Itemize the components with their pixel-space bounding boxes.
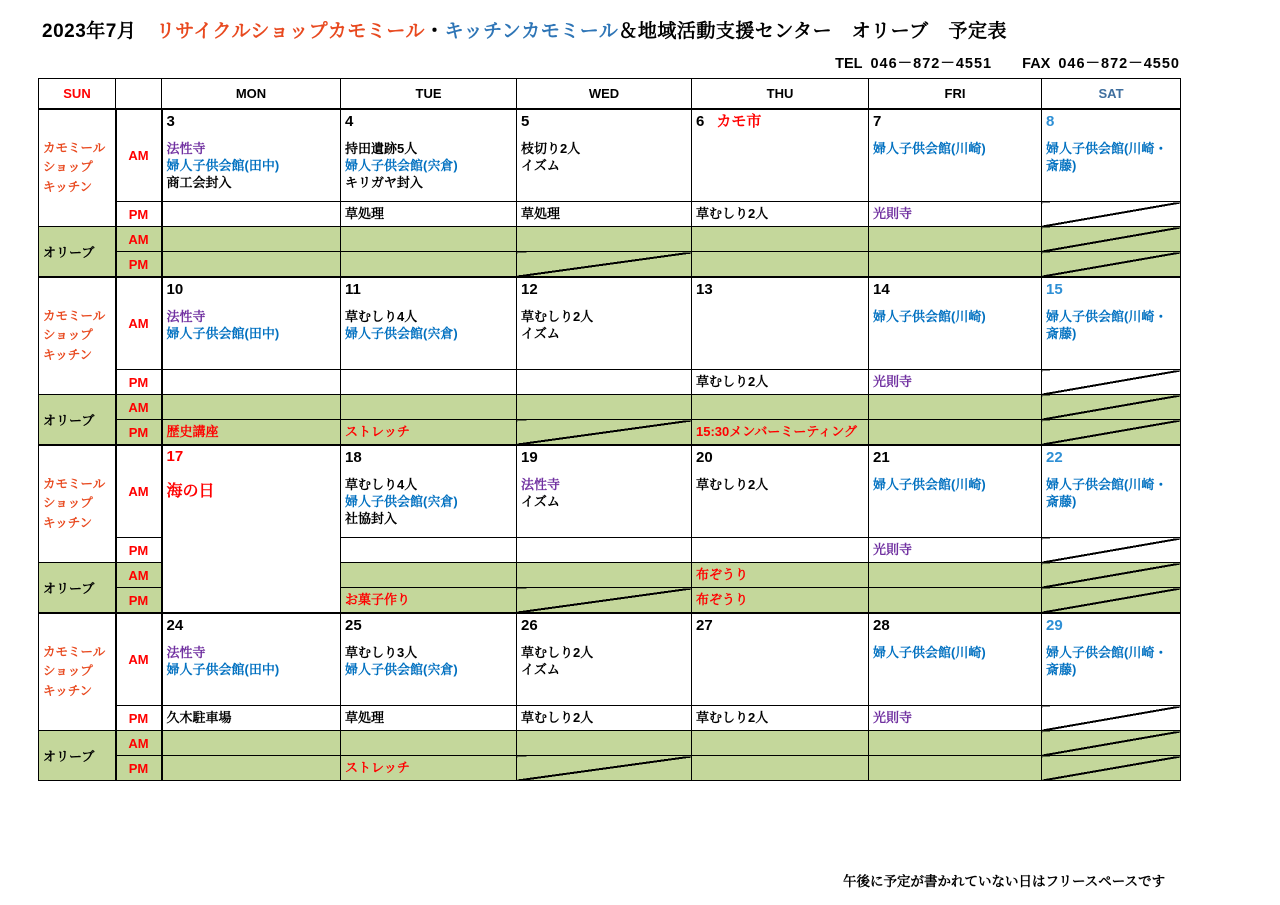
date-label: 22 [1046, 449, 1063, 466]
weekday-header-wed: WED [517, 79, 692, 110]
day-cell-am-thu [692, 277, 869, 370]
weekday-header-thu: THU [692, 79, 869, 110]
title-kitchen-name: キッチンカモミール [444, 21, 619, 42]
date-label: 3 [166, 113, 175, 130]
date-label: 25 [345, 617, 362, 634]
day-cell-am-sat [1042, 613, 1181, 706]
title-month: 2023年7月 [42, 21, 137, 42]
day-cell-pm-tue [341, 538, 517, 563]
date-label: 29 [1046, 617, 1063, 634]
day-cell-olive-am-mon [162, 227, 341, 252]
day-cell-olive-pm-thu [692, 420, 869, 446]
schedule-entry: 草むしり2人 [521, 308, 594, 324]
day-cell-olive-am-fri [869, 227, 1042, 252]
schedule-entry: 草むしり2人 [521, 709, 594, 725]
day-cell-am-mon [162, 109, 341, 202]
date-label: 10 [166, 281, 184, 298]
day-cell-am-wed [517, 613, 692, 706]
row-label-chamomile-shop-kitchen: カモミール ショップ キッチン [39, 109, 116, 227]
schedule-entry: 婦人子供会館(川崎・斎藤) [1046, 308, 1168, 341]
schedule-entry: 婦人子供会館(宍倉) [345, 325, 458, 341]
day-cell-olive-am-fri [869, 731, 1042, 756]
date-label: 27 [696, 617, 713, 634]
date-label: 8 [1046, 113, 1055, 130]
diagonal-slash-cell [1042, 731, 1181, 756]
day-cell-olive-am-thu [692, 731, 869, 756]
row-label-olive: オリーブ [39, 395, 116, 446]
schedule-entry: 草むしり2人 [696, 476, 769, 492]
schedule-entry: 光則寺 [873, 709, 913, 725]
diagonal-slash-cell [1042, 538, 1181, 563]
title-separator: ・ [425, 21, 445, 42]
row-label-olive: オリーブ [39, 731, 116, 781]
day-cell-olive-am-wed [517, 731, 692, 756]
schedule-entry: 草むしり2人 [521, 644, 594, 660]
day-cell-am-mon [162, 277, 341, 370]
schedule-entry: 婦人子供会館(田中) [166, 661, 280, 677]
day-cell-olive-pm-thu [692, 588, 869, 614]
day-cell-pm-fri [869, 370, 1042, 395]
day-cell-olive-pm-tue [341, 252, 517, 278]
day-cell-am-sat [1042, 445, 1181, 538]
am-row-label: AM [116, 395, 162, 420]
schedule-entry: ストレッチ [345, 759, 410, 775]
holiday-name: 海の日 [166, 483, 215, 500]
day-cell-am-tue [341, 445, 517, 538]
day-cell-am-tue [341, 277, 517, 370]
date-label: 6 [696, 113, 705, 130]
diagonal-slash-cell [1042, 370, 1181, 395]
corner-header [116, 79, 162, 110]
schedule-entry: キリガヤ封入 [345, 175, 423, 191]
day-cell-olive-pm-tue [341, 756, 517, 781]
date-label: 21 [873, 449, 890, 466]
day-cell-olive-pm-mon [162, 420, 341, 446]
day-cell-olive-pm-thu [692, 252, 869, 278]
date-label: 19 [521, 449, 538, 466]
schedule-entry: 草むしり2人 [696, 205, 769, 221]
diagonal-slash-cell [517, 756, 692, 781]
schedule-entry: 商工会封入 [166, 175, 232, 191]
date-label: 7 [873, 113, 882, 130]
date-label: 12 [521, 281, 538, 298]
day-cell-olive-am-tue [341, 563, 517, 588]
day-cell-pm-wed [517, 370, 692, 395]
date-label: 18 [345, 449, 362, 466]
date-label: 15 [1046, 281, 1063, 298]
schedule-entry: 法性寺 [166, 308, 206, 324]
day-cell-pm-fri [869, 202, 1042, 227]
weekday-header-mon: MON [162, 79, 341, 110]
date-label: 14 [873, 281, 890, 298]
date-label: 5 [521, 113, 530, 130]
fax-number: 046－872－4550 [1058, 56, 1180, 72]
day-cell-pm-mon [162, 706, 341, 731]
weekday-header-sun: SUN [39, 79, 116, 110]
schedule-entry: お菓子作り [345, 591, 411, 607]
pm-row-label: PM [116, 420, 162, 446]
footnote: 午後に予定が書かれていない日はフリースペースです [843, 874, 1166, 889]
schedule-entry: 布ぞうり [696, 566, 749, 582]
pm-row-label: PM [116, 370, 162, 395]
schedule-entry: 草むしり2人 [696, 373, 769, 389]
day-cell-pm-fri [869, 706, 1042, 731]
weekday-header-sat: SAT [1042, 79, 1181, 110]
day-cell-pm-mon [162, 202, 341, 227]
schedule-table [38, 78, 1181, 781]
day-cell-pm-thu [692, 706, 869, 731]
schedule-entry: 草むしり3人 [345, 644, 418, 660]
schedule-entry: ストレッチ [345, 423, 410, 439]
pm-row-label: PM [116, 202, 162, 227]
contact-info [835, 52, 1180, 73]
day-cell-olive-am-thu [692, 227, 869, 252]
day-cell-am-sat [1042, 277, 1181, 370]
day-cell-olive-pm-mon [162, 756, 341, 781]
schedule-entry: 光則寺 [873, 541, 913, 557]
am-row-label: AM [116, 731, 162, 756]
day-cell-pm-tue [341, 202, 517, 227]
title-center-name: ＆地域活動支援センター オリーブ [618, 21, 929, 42]
day-cell-am-wed [517, 445, 692, 538]
pm-row-label: PM [116, 756, 162, 781]
date-note: カモ市 [716, 113, 762, 130]
am-row-label: AM [116, 445, 162, 538]
schedule-entry: 久木駐車場 [166, 709, 232, 725]
weekday-header-tue: TUE [341, 79, 517, 110]
day-cell-pm-wed [517, 706, 692, 731]
title-shop-name: リサイクルショップカモミール [156, 21, 426, 42]
day-cell-olive-am-fri [869, 395, 1042, 420]
diagonal-slash-cell [1042, 227, 1181, 252]
day-cell-pm-thu [692, 202, 869, 227]
diagonal-slash-cell [1042, 252, 1181, 278]
schedule-entry: 婦人子供会館(宍倉) [345, 661, 458, 677]
schedule-entry: 持田遺跡5人 [345, 140, 418, 156]
day-cell-olive-pm-fri [869, 252, 1042, 278]
am-row-label: AM [116, 277, 162, 370]
page-title [42, 16, 1007, 43]
diagonal-slash-cell [517, 420, 692, 446]
day-cell-olive-pm-fri [869, 588, 1042, 614]
schedule-entry: 草処理 [521, 205, 561, 221]
schedule-entry: 婦人子供会館(宍倉) [345, 493, 458, 509]
date-label: 24 [166, 617, 184, 634]
weekday-header-row [39, 79, 1181, 110]
schedule-entry: 婦人子供会館(川崎・斎藤) [1046, 140, 1168, 173]
day-cell-am-fri [869, 277, 1042, 370]
schedule-entry: 枝切り2人 [521, 140, 581, 156]
row-label-chamomile-shop-kitchen: カモミール ショップ キッチン [39, 277, 116, 395]
pm-row-label: PM [116, 706, 162, 731]
schedule-entry: 婦人子供会館(川崎) [873, 476, 986, 492]
schedule-entry: イズム [521, 661, 560, 677]
diagonal-slash-cell [1042, 563, 1181, 588]
day-cell-olive-am-fri [869, 563, 1042, 588]
pm-row-label: PM [116, 588, 162, 614]
tel-number: 046－872－4551 [870, 56, 993, 72]
day-cell-am-thu [692, 109, 869, 202]
row-label-olive: オリーブ [39, 563, 116, 614]
day-cell-olive-am-thu [692, 563, 869, 588]
day-cell-pm-thu [692, 538, 869, 563]
day-cell-am-thu [692, 445, 869, 538]
schedule-entry: 婦人子供会館(田中) [166, 157, 280, 173]
day-cell-olive-am-wed [517, 227, 692, 252]
schedule-entry: 法性寺 [166, 140, 206, 156]
day-cell-olive-am-tue [341, 395, 517, 420]
diagonal-slash-cell [517, 252, 692, 278]
title-suffix: 予定表 [948, 21, 1007, 42]
day-cell-olive-pm-thu [692, 756, 869, 781]
day-cell-am-sat [1042, 109, 1181, 202]
day-cell-am-tue [341, 109, 517, 202]
day-cell-olive-pm-tue [341, 420, 517, 446]
date-label: 28 [873, 617, 890, 634]
day-cell-olive-am-thu [692, 395, 869, 420]
day-cell-am-wed [517, 109, 692, 202]
schedule-entry: 歴史講座 [166, 423, 219, 439]
schedule-entry: 婦人子供会館(宍倉) [345, 157, 458, 173]
date-label: 4 [345, 113, 354, 130]
day-cell-olive-pm-fri [869, 756, 1042, 781]
day-cell-am-tue [341, 613, 517, 706]
day-cell-am-fri [869, 445, 1042, 538]
schedule-entry: 法性寺 [521, 476, 561, 492]
fax-label: FAX [1022, 56, 1051, 72]
day-cell-pm-mon [162, 370, 341, 395]
day-cell-am-wed [517, 277, 692, 370]
day-cell-olive-am-tue [341, 731, 517, 756]
date-label: 11 [345, 281, 361, 298]
schedule-entry: 婦人子供会館(川崎・斎藤) [1046, 476, 1168, 509]
pm-row-label: PM [116, 538, 162, 563]
day-cell-pm-tue [341, 706, 517, 731]
row-label-olive: オリーブ [39, 227, 116, 278]
day-cell-pm-wed [517, 202, 692, 227]
day-cell-olive-am-mon [162, 731, 341, 756]
day-cell-olive-pm-fri [869, 420, 1042, 446]
schedule-entry: 婦人子供会館(川崎・斎藤) [1046, 644, 1168, 677]
day-cell-olive-am-wed [517, 395, 692, 420]
day-cell-olive-am-wed [517, 563, 692, 588]
am-row-label: AM [116, 109, 162, 202]
row-label-chamomile-shop-kitchen: カモミール ショップ キッチン [39, 613, 116, 731]
day-cell-olive-pm-tue [341, 588, 517, 614]
date-label: 26 [521, 617, 538, 634]
day-cell-am-thu [692, 613, 869, 706]
schedule-entry: 光則寺 [873, 373, 913, 389]
holiday-cell [162, 445, 341, 613]
schedule-entry: 婦人子供会館(田中) [166, 325, 280, 341]
row-label-chamomile-shop-kitchen: カモミール ショップ キッチン [39, 445, 116, 563]
day-cell-pm-fri [869, 538, 1042, 563]
date-label: 17 [166, 448, 184, 465]
schedule-entry: 草処理 [345, 205, 385, 221]
schedule-entry: 草処理 [345, 709, 385, 725]
diagonal-slash-cell [1042, 706, 1181, 731]
day-cell-pm-tue [341, 370, 517, 395]
schedule-entry: 婦人子供会館(川崎) [873, 140, 986, 156]
schedule-entry: イズム [521, 493, 560, 509]
schedule-entry: 光則寺 [873, 205, 913, 221]
day-cell-olive-am-mon [162, 395, 341, 420]
day-cell-am-fri [869, 613, 1042, 706]
schedule-entry: 婦人子供会館(川崎) [873, 308, 986, 324]
day-cell-olive-pm-mon [162, 252, 341, 278]
schedule-entry: 社協封入 [345, 511, 398, 527]
day-cell-pm-wed [517, 538, 692, 563]
day-cell-am-mon [162, 613, 341, 706]
schedule-entry: 法性寺 [166, 644, 206, 660]
diagonal-slash-cell [1042, 756, 1181, 781]
day-cell-pm-thu [692, 370, 869, 395]
am-row-label: AM [116, 227, 162, 252]
schedule-entry: 布ぞうり [696, 591, 749, 607]
schedule-entry: イズム [521, 157, 560, 173]
tel-label: TEL [835, 56, 863, 72]
schedule-entry: 草むしり2人 [696, 709, 769, 725]
schedule-entry: イズム [521, 325, 560, 341]
am-row-label: AM [116, 613, 162, 706]
day-cell-olive-am-tue [341, 227, 517, 252]
diagonal-slash-cell [517, 588, 692, 614]
pm-row-label: PM [116, 252, 162, 278]
diagonal-slash-cell [1042, 202, 1181, 227]
date-label: 13 [696, 281, 713, 298]
weekday-header-fri: FRI [869, 79, 1042, 110]
am-row-label: AM [116, 563, 162, 588]
schedule-entry: 15:30メンバーミーティング [696, 423, 858, 439]
diagonal-slash-cell [1042, 420, 1181, 446]
schedule-entry: 草むしり4人 [345, 308, 418, 324]
schedule-entry: 草むしり4人 [345, 476, 418, 492]
schedule-entry: 婦人子供会館(川崎) [873, 644, 986, 660]
diagonal-slash-cell [1042, 588, 1181, 614]
diagonal-slash-cell [1042, 395, 1181, 420]
day-cell-am-fri [869, 109, 1042, 202]
date-label: 20 [696, 449, 713, 466]
